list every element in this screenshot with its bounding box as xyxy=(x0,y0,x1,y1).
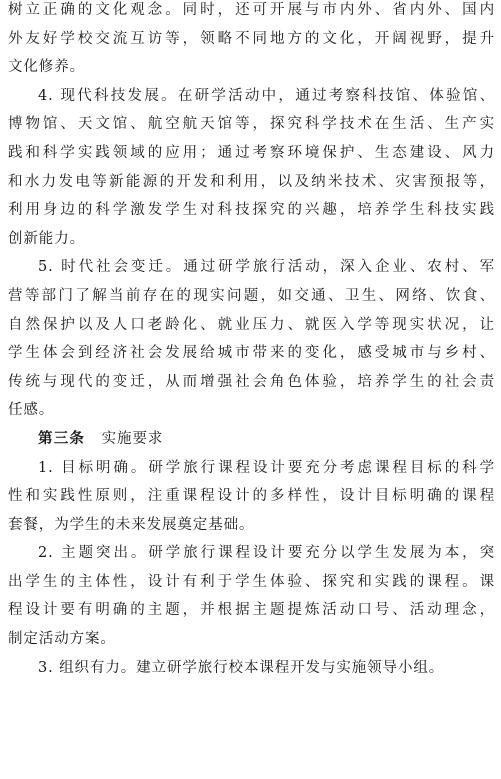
text-line: 文化修养。 xyxy=(8,59,85,76)
section-heading-title: 实施要求 xyxy=(101,430,164,447)
text-line: 学生体会到经济社会发展给城市带来的变化，感受城市与乡村、 xyxy=(8,345,495,362)
text-line: 制定活动方案。 xyxy=(8,631,116,648)
text-line: 树立正确的文化观念。同时，还可开展与市内外、省内外、国内 xyxy=(8,2,495,18)
text-line: 自然保护以及人口老龄化、就业压力、就医入学等现实状况，让 xyxy=(8,316,495,333)
section-heading xyxy=(8,425,495,454)
text-line: 传统与现代的变迁，从而增强社会角色体验，培养学生的社会责 xyxy=(8,373,495,390)
list-item-2-line: 2. 主题突出。研学旅行课程设计要充分以学生发展为本，突 xyxy=(38,545,495,562)
text-line: 程设计要有明确的主题，并根据主题提炼活动口号、活动理念， xyxy=(8,602,495,619)
text-line: 营等部门了解当前存在的现实问题，如交通、卫生、网络、饮食、 xyxy=(8,287,495,304)
text-line: 外友好学校交流互访等，领略不同地方的文化，开阔视野，提升 xyxy=(8,30,495,47)
list-item-5-line: 5. 时代社会变迁。通过研学旅行活动，深入企业、农村、军 xyxy=(38,259,495,276)
text-line: 践和科学实践领域的应用；通过考察环境保护、生态建设、风力 xyxy=(8,144,495,161)
text-line: 创新能力。 xyxy=(8,230,85,247)
text-line: 博物馆、天文馆、航空航天馆等，探究科学技术在生活、生产实 xyxy=(8,116,495,133)
list-item-3-line: 3. 组织有力。建立研学旅行校本课程开发与实施领导小组。 xyxy=(38,659,445,676)
list-item-1-line: 1. 目标明确。研学旅行课程设计要充分考虑课程目标的科学 xyxy=(38,459,495,476)
text-line: 利用身边的科学激发学生对科技探究的兴趣，培养学生科技实践 xyxy=(8,202,495,219)
text-line: 性和实践性原则，注重课程设计的多样性，设计目标明确的课程 xyxy=(8,488,495,505)
text-line: 套餐，为学生的未来发展奠定基础。 xyxy=(8,516,255,533)
section-heading-number: 第三条 xyxy=(38,430,86,447)
text-line: 和水力发电等新能源的开发和利用，以及纳米技术、灾害预报等， xyxy=(8,173,495,190)
text-line: 出学生的主体性，设计有利于学生体验、探究和实践的课程。课 xyxy=(8,573,495,590)
text-line: 任感。 xyxy=(8,402,55,419)
list-item-4-line: 4. 现代科技发展。在研学活动中，通过考察科技馆、体验馆、 xyxy=(38,87,495,104)
